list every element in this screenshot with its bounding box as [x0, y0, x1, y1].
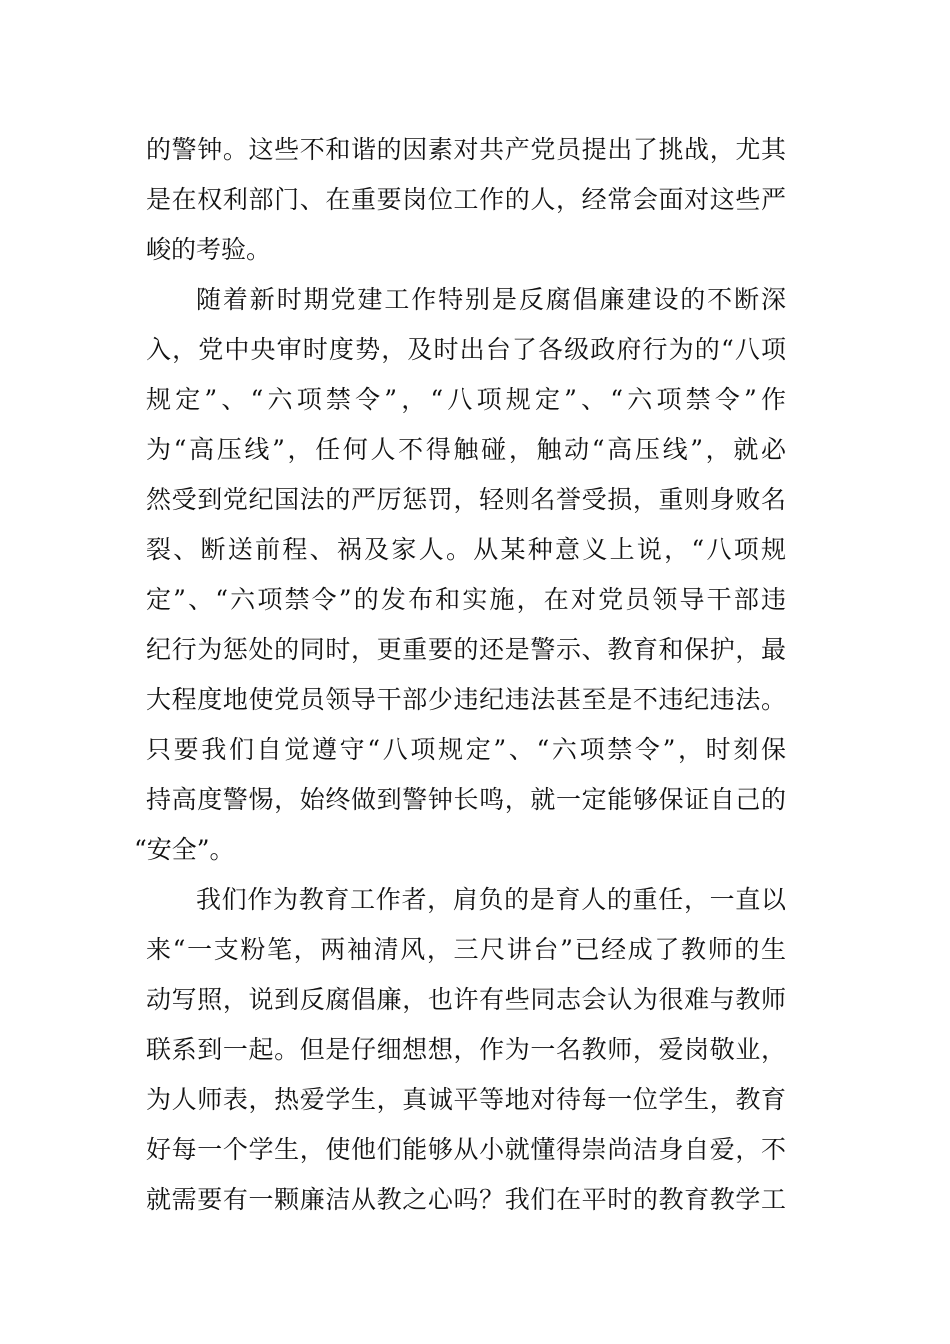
text-line: 大程度地使党员领导干部少违纪违法甚至是不违纪违法。 — [146, 685, 786, 714]
text-line: 然受到党纪国法的严厉惩罚，轻则名誉受损，重则身败名 — [146, 485, 786, 514]
text-line: 的警钟。这些不和谐的因素对共产党员提出了挑战，尤其 — [146, 135, 786, 164]
text-line: 只要我们自觉遵守“八项规定”、“六项禁令”，时刻保 — [146, 735, 786, 764]
text-line: 动写照，说到反腐倡廉，也许有些同志会认为很难与教师 — [146, 985, 786, 1014]
text-line: 为人师表，热爱学生，真诚平等地对待每一位学生，教育 — [146, 1085, 786, 1114]
text-line: 持高度警惕，始终做到警钟长鸣，就一定能够保证自己的 — [146, 785, 786, 814]
text-line: 就需要有一颗廉洁从教之心吗？我们在平时的教育教学工 — [146, 1185, 786, 1214]
text-line: 来“一支粉笔，两袖清风，三尺讲台”已经成了教师的生 — [146, 935, 786, 964]
text-line: 规定”、“六项禁令”，“八项规定”、“六项禁令”作 — [146, 385, 786, 414]
text-line: 裂、断送前程、祸及家人。从某种意义上说，“八项规 — [146, 535, 786, 564]
text-line: 我们作为教育工作者，肩负的是育人的重任，一直以 — [196, 885, 786, 914]
text-line: 好每一个学生，使他们能够从小就懂得崇尚洁身自爱，不 — [146, 1135, 786, 1164]
text-line: 峻的考验。 — [146, 235, 272, 264]
text-line: 是在权利部门、在重要岗位工作的人，经常会面对这些严 — [146, 185, 786, 214]
text-line: 定”、“六项禁令”的发布和实施，在对党员领导干部违 — [146, 585, 786, 614]
text-line: “安全”。 — [134, 835, 235, 864]
text-line: 为“高压线”，任何人不得触碰，触动“高压线”，就必 — [146, 435, 786, 464]
text-line: 入，党中央审时度势，及时出台了各级政府行为的“八项 — [146, 335, 786, 364]
text-line: 纪行为惩处的同时，更重要的还是警示、教育和保护，最 — [146, 635, 786, 664]
text-line: 随着新时期党建工作特别是反腐倡廉建设的不断深 — [196, 285, 786, 314]
text-line: 联系到一起。但是仔细想想，作为一名教师，爱岗敬业， — [146, 1035, 786, 1064]
